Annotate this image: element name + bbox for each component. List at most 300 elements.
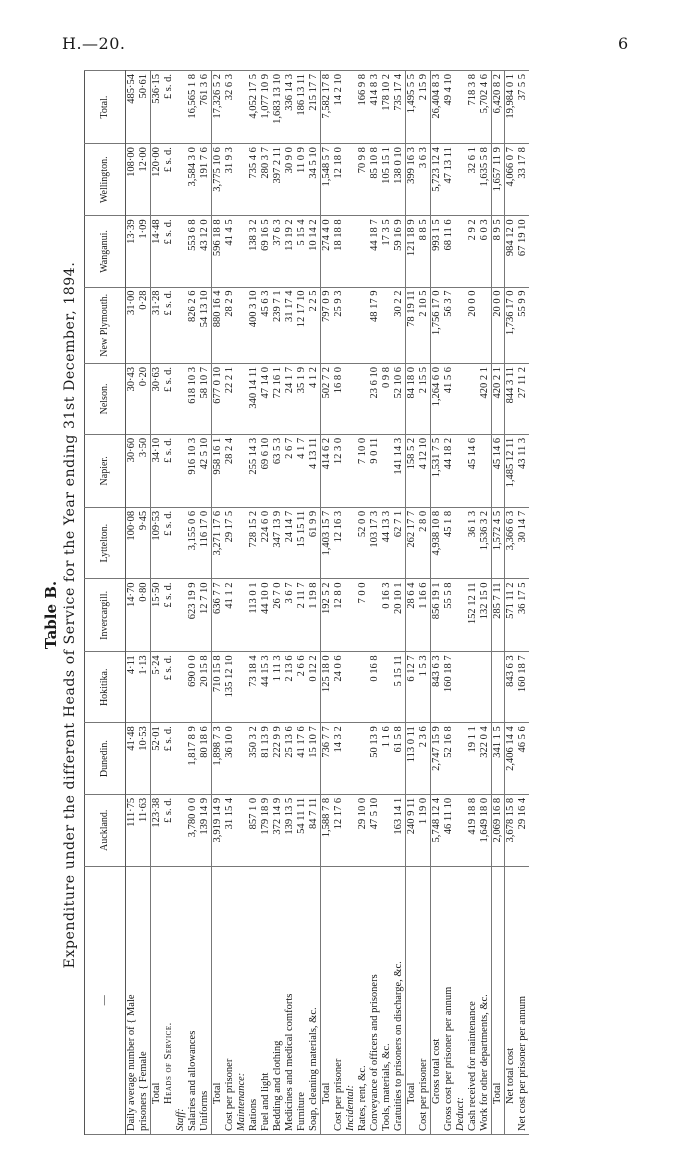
table-cell (345, 364, 357, 435)
table-cell: 30·60 (126, 434, 139, 507)
table-cell: 0·20 (138, 364, 151, 435)
table-cell (175, 144, 187, 216)
table-row (248, 71, 260, 1135)
table-cell: 285 7 11 (492, 579, 505, 652)
table-cell (175, 723, 187, 795)
table-cell (357, 723, 369, 795)
table-cell: 1 5 3 (418, 652, 431, 723)
table-cell: 0 9 8 (381, 364, 393, 435)
table-cell: 372 14 9 (272, 794, 284, 866)
table-row (151, 71, 164, 1135)
table-row (381, 71, 393, 1135)
table-row (138, 71, 151, 1135)
table-cell: 5,702 4 6 (479, 71, 492, 144)
table-cell: 1·09 (138, 216, 151, 287)
table-cell: 797 0 9 (321, 287, 334, 364)
table-cell: £ s. d. (163, 216, 175, 287)
table-cell: 20 0 0 (492, 287, 505, 364)
table-cell: £ s. d. (163, 507, 175, 579)
table-cell: 41 5 6 (443, 364, 455, 435)
row-label: Uniforms (199, 866, 212, 1134)
table-cell: 958 16 1 (212, 434, 225, 507)
table-cell (236, 364, 248, 435)
row-label: Cost per prisoner (333, 866, 345, 1134)
table-cell: 6 0 3 (479, 216, 492, 287)
table-cell: 32 6 3 (224, 71, 236, 144)
table-cell (381, 434, 393, 507)
report-code: H.—20. (62, 34, 126, 53)
table-cell: 347 13 9 (272, 507, 284, 579)
table-cell: 78 19 11 (406, 287, 419, 364)
table-cell (236, 71, 248, 144)
table-cell: 1,736 17 0 (505, 287, 518, 364)
table-cell: 186 13 11 (296, 71, 308, 144)
table-cell: 636 7 7 (212, 579, 225, 652)
table-cell (345, 794, 357, 866)
table-cell: 12 7 10 (199, 579, 212, 652)
row-label: Net cost per prisoner per annum (517, 866, 529, 1134)
table-cell: 1·13 (138, 652, 151, 723)
table-cell: 14 2 10 (333, 71, 345, 144)
table-cell (455, 723, 467, 795)
row-label: Cost per prisoner (418, 866, 431, 1134)
table-cell: 26 7 0 (272, 579, 284, 652)
table-cell: 166 9 8 (357, 71, 369, 144)
table-cell: 15 15 11 (296, 507, 308, 579)
table-cell (175, 434, 187, 507)
table-cell: 36 17 5 (517, 579, 529, 652)
row-label: Rations (248, 866, 260, 1134)
table-cell: 43 11 3 (517, 434, 529, 507)
table-cell: 55 5 8 (443, 579, 455, 652)
table-cell: 18 18 8 (333, 216, 345, 287)
table-cell: 72 16 1 (272, 364, 284, 435)
table-cell: 108·00 (126, 144, 139, 216)
table-cell: £ s. d. (163, 144, 175, 216)
table-cell: 11·63 (138, 794, 151, 866)
table-cell: 262 17 7 (406, 507, 419, 579)
row-label: Cash received for maintenance (467, 866, 479, 1134)
table-cell: 13·39 (126, 216, 139, 287)
table-cell: 121 18 9 (406, 216, 419, 287)
table-cell (345, 287, 357, 364)
table-row (505, 71, 518, 1135)
table-cell: 47 13 11 (443, 144, 455, 216)
table-cell: 34·10 (151, 434, 164, 507)
table-cell: 44 18 2 (443, 434, 455, 507)
row-label: Staff: (175, 866, 187, 1134)
row-label: Daily average number of { Male (126, 866, 139, 1134)
table-cell (369, 579, 381, 652)
table-cell: 141 14 3 (393, 434, 406, 507)
table-cell: 52 0 0 (357, 507, 369, 579)
table-row (517, 71, 529, 1135)
table-cell (236, 144, 248, 216)
table-cell (345, 652, 357, 723)
table-cell: 84 18 0 (406, 364, 419, 435)
table-cell: 993 1 5 (431, 216, 444, 287)
row-label: Fuel and light (260, 866, 272, 1134)
table-cell (381, 652, 393, 723)
page-number: 6 (618, 34, 629, 53)
row-label: Maintenance: (236, 866, 248, 1134)
row-label: prisoners { Female (138, 866, 151, 1134)
table-cell: 2 10 5 (418, 287, 431, 364)
row-label: Work for other departments, &c. (479, 866, 492, 1134)
table-cell: 139 14 9 (199, 794, 212, 866)
table-cell: 1,548 5 7 (321, 144, 334, 216)
table-cell: 843 6 3 (431, 652, 444, 723)
table-cell: 239 7 1 (272, 287, 284, 364)
table-cell: 1,403 15 7 (321, 507, 334, 579)
table-cell: 718 3 8 (467, 71, 479, 144)
table-cell: 29 17 5 (224, 507, 236, 579)
row-label: Heads of Service. (163, 866, 175, 1134)
table-cell: £ s. d. (163, 579, 175, 652)
table-cell: 735 4 6 (248, 144, 260, 216)
table-cell (381, 794, 393, 866)
table-cell: 240 9 11 (406, 794, 419, 866)
table-cell: 5·24 (151, 652, 164, 723)
table-cell: 48 17 9 (369, 287, 381, 364)
table-cell: 15 10 7 (308, 723, 321, 795)
table-row (455, 71, 467, 1135)
row-label: Total (151, 866, 164, 1134)
table-cell: 350 3 2 (248, 723, 260, 795)
table-cell: 163 14 1 (393, 794, 406, 866)
table-cell (455, 71, 467, 144)
table-cell: 728 15 2 (248, 507, 260, 579)
table-cell: 0 16 8 (369, 652, 381, 723)
table-cell: 47 5 10 (369, 794, 381, 866)
table-cell: 44 18 7 (369, 216, 381, 287)
table-cell: 222 9 9 (272, 723, 284, 795)
table-cell: 14·70 (126, 579, 139, 652)
table-cell: 880 16 4 (212, 287, 225, 364)
table-cell: 3,155 0 6 (187, 507, 199, 579)
table-cell: 280 3 7 (260, 144, 272, 216)
table-cell: 1,756 17 0 (431, 287, 444, 364)
column-header: Nelson. (85, 364, 126, 435)
table-cell: 85 10 8 (369, 144, 381, 216)
table-cell: 30 9 0 (284, 144, 296, 216)
table-cell: 2 13 6 (284, 652, 296, 723)
table-cell: 105 15 1 (381, 144, 393, 216)
table-row (431, 71, 444, 1135)
table-cell: 69 6 10 (260, 434, 272, 507)
column-header: Total. (85, 71, 126, 144)
table-cell: 24 1 7 (284, 364, 296, 435)
table-cell: 31 9 3 (224, 144, 236, 216)
table-cell: 397 2 11 (272, 144, 284, 216)
table-cell: 73 18 4 (248, 652, 260, 723)
table-cell: 843 6 3 (505, 652, 518, 723)
table-cell: 4 13 11 (308, 434, 321, 507)
table-cell (236, 216, 248, 287)
table-cell: 3,271 17 6 (212, 507, 225, 579)
table-cell: 12 17 10 (296, 287, 308, 364)
table-cell: 571 11 2 (505, 579, 518, 652)
table-cell (479, 287, 492, 364)
table-cell: 274 4 0 (321, 216, 334, 287)
table-cell: £ s. d. (163, 794, 175, 866)
table-cell: 399 16 3 (406, 144, 419, 216)
table-cell: 25 13 6 (284, 723, 296, 795)
table-cell: 9 0 11 (369, 434, 381, 507)
table-cell: 1,485 12 11 (505, 434, 518, 507)
table-cell: 41 4 5 (224, 216, 236, 287)
row-label: Bedding and clothing (272, 866, 284, 1134)
table-cell: 1,588 7 8 (321, 794, 334, 866)
table-cell: 138 0 10 (393, 144, 406, 216)
table-cell: 502 7 2 (321, 364, 334, 435)
table-cell: 0 16 3 (381, 579, 393, 652)
table-cell: £ s. d. (163, 723, 175, 795)
table-cell: 179 18 9 (260, 794, 272, 866)
table-cell: 59 16 9 (393, 216, 406, 287)
table-row (224, 71, 236, 1135)
table-row (467, 71, 479, 1135)
table-cell: 414 8 3 (369, 71, 381, 144)
table-cell: 81 13 9 (260, 723, 272, 795)
table-cell: 12 16 3 (333, 507, 345, 579)
table-cell: £ s. d. (163, 287, 175, 364)
row-label: Total (321, 866, 334, 1134)
row-label: Salaries and allowances (187, 866, 199, 1134)
table-row (175, 71, 187, 1135)
table-cell: 5,748 12 4 (431, 794, 444, 866)
row-label: Gratuities to prisoners on discharge, &c. (393, 866, 406, 1134)
row-label: Incidental: (345, 866, 357, 1134)
table-cell: 2 15 9 (418, 71, 431, 144)
table-cell: 44 13 3 (381, 507, 393, 579)
table-cell: 1,635 5 8 (479, 144, 492, 216)
table-cell: 553 6 8 (187, 216, 199, 287)
table-cell: 30·63 (151, 364, 164, 435)
table-cell: 1 16 6 (418, 579, 431, 652)
table-cell (455, 579, 467, 652)
table-cell: 63 5 3 (272, 434, 284, 507)
table-cell: 50·61 (138, 71, 151, 144)
table-cell: 3,678 15 8 (505, 794, 518, 866)
table-cell: 5 15 11 (393, 652, 406, 723)
table-cell: 12 8 0 (333, 579, 345, 652)
table-cell: 62 7 1 (393, 507, 406, 579)
table-cell: 37 6 3 (272, 216, 284, 287)
table-cell (345, 71, 357, 144)
table-cell: 125 18 0 (321, 652, 334, 723)
table-cell: 1,572 4 5 (492, 507, 505, 579)
table-row (418, 71, 431, 1135)
table-row (212, 71, 225, 1135)
table-cell: 341 1 5 (492, 723, 505, 795)
table-cell: 1 19 8 (308, 579, 321, 652)
table-cell: 84 7 11 (308, 794, 321, 866)
column-header: Hokitika. (85, 652, 126, 723)
table-cell: 54 13 10 (199, 287, 212, 364)
table-cell: 1,077 10 9 (260, 71, 272, 144)
column-header: Invercargill. (85, 579, 126, 652)
table-row (272, 71, 284, 1135)
table-cell (455, 652, 467, 723)
table-cell: 160 18 7 (517, 652, 529, 723)
table-cell: 123·38 (151, 794, 164, 866)
table-cell: 54 11 11 (296, 794, 308, 866)
table-cell: 1 1 6 (381, 723, 393, 795)
table-cell: 47 14 0 (260, 364, 272, 435)
table-cell: 3,780 0 0 (187, 794, 199, 866)
table-cell (175, 507, 187, 579)
table-cell (236, 507, 248, 579)
table-cell: 113 0 11 (406, 723, 419, 795)
table-cell: 419 18 8 (467, 794, 479, 866)
table-cell: 178 10 2 (381, 71, 393, 144)
table-cell: 45 14 6 (467, 434, 479, 507)
table-cell: 19 1 1 (467, 723, 479, 795)
table-cell: 36 10 0 (224, 723, 236, 795)
table-cell: 3 6 7 (284, 579, 296, 652)
table-cell: 8 9 5 (492, 216, 505, 287)
table-cell: 7 0 0 (357, 579, 369, 652)
table-cell: 336 14 3 (284, 71, 296, 144)
table-cell: 2 8 0 (418, 507, 431, 579)
table-cell: 2 2 5 (308, 287, 321, 364)
row-label: Total (406, 866, 419, 1134)
table-cell (175, 364, 187, 435)
table-cell: 0 12 2 (308, 652, 321, 723)
table-cell (357, 287, 369, 364)
table-cell: 31·28 (151, 287, 164, 364)
table-cell (175, 287, 187, 364)
table-cell: 36 1 3 (467, 507, 479, 579)
table-cell: 69 16 5 (260, 216, 272, 287)
table-cell: 56 3 7 (443, 287, 455, 364)
table-cell (455, 287, 467, 364)
table-row (393, 71, 406, 1135)
table-cell: 132 15 0 (479, 579, 492, 652)
table-cell: 19,984 0 1 (505, 71, 518, 144)
table-cell: 15·50 (151, 579, 164, 652)
table-cell: 735 17 4 (393, 71, 406, 144)
table-cell: 3,366 6 3 (505, 507, 518, 579)
table-cell (479, 652, 492, 723)
table-cell (357, 216, 369, 287)
table-cell: 31·00 (126, 287, 139, 364)
table-cell: 1,649 18 0 (479, 794, 492, 866)
table-row (479, 71, 492, 1135)
table-cell: 677 0 10 (212, 364, 225, 435)
table-cell: 68 11 6 (443, 216, 455, 287)
header-row (85, 71, 126, 1135)
table-cell: 160 18 7 (443, 652, 455, 723)
table-cell: 4 1 7 (296, 434, 308, 507)
table-cell: 138 3 2 (248, 216, 260, 287)
table-cell (455, 794, 467, 866)
table-row (236, 71, 248, 1135)
column-header: — (85, 866, 126, 1134)
table-cell: 34 5 10 (308, 144, 321, 216)
table-cell: 761 3 6 (199, 71, 212, 144)
row-label: Medicines and medical comforts (284, 866, 296, 1134)
column-header: Auckland. (85, 794, 126, 866)
table-cell: 4·11 (126, 652, 139, 723)
table-cell (357, 652, 369, 723)
table-cell: 1,536 3 2 (479, 507, 492, 579)
table-row (345, 71, 357, 1135)
table-cell (236, 434, 248, 507)
table-cell: 16 8 0 (333, 364, 345, 435)
row-label: Total (212, 866, 225, 1134)
table-cell: 116 17 0 (199, 507, 212, 579)
table-cell: 1 11 3 (272, 652, 284, 723)
table-cell: 28 2 4 (224, 434, 236, 507)
table-row (296, 71, 308, 1135)
table-cell: 55 9 9 (517, 287, 529, 364)
table-cell: 29 16 4 (517, 794, 529, 866)
table-cell: 420 2 1 (479, 364, 492, 435)
table-cell: 856 19 1 (431, 579, 444, 652)
table-cell: 2 6 7 (284, 434, 296, 507)
table-cell: 30 14 7 (517, 507, 529, 579)
row-label: Tools, materials, &c. (381, 866, 393, 1134)
table-cell (236, 579, 248, 652)
table-cell: £ s. d. (163, 364, 175, 435)
table-cell: £ s. d. (163, 434, 175, 507)
table-cell: 596 18 8 (212, 216, 225, 287)
table-cell: 10 14 2 (308, 216, 321, 287)
table-cell (455, 144, 467, 216)
table-cell (467, 652, 479, 723)
table-cell: 30 2 2 (393, 287, 406, 364)
table-cell: 16,565 1 8 (187, 71, 199, 144)
row-label: Cost per prisoner (224, 866, 236, 1134)
table-cell: 6 12 7 (406, 652, 419, 723)
table-body (126, 71, 530, 1135)
table-row (163, 71, 175, 1135)
table-cell: 8 8 5 (418, 216, 431, 287)
row-label: Gross cost per prisoner per annum (443, 866, 455, 1134)
table-cell (381, 287, 393, 364)
table-cell: 35 1 9 (296, 364, 308, 435)
table-row (308, 71, 321, 1135)
table-cell (357, 364, 369, 435)
table-cell: 11 0 9 (296, 144, 308, 216)
table-cell (455, 364, 467, 435)
table-cell: 1,898 7 3 (212, 723, 225, 795)
table-cell: 43 12 0 (199, 216, 212, 287)
table-cell: 100·08 (126, 507, 139, 579)
table-cell: 4,066 0 7 (505, 144, 518, 216)
row-label: Soap, cleaning materials, &c. (308, 866, 321, 1134)
table-cell: 28 2 9 (224, 287, 236, 364)
table-cell (175, 794, 187, 866)
table-cell: 690 0 0 (187, 652, 199, 723)
table-cell: 52 10 6 (393, 364, 406, 435)
table-cell: 45 14 6 (492, 434, 505, 507)
table-cell: 37 5 5 (517, 71, 529, 144)
table-cell: 2 9 2 (467, 216, 479, 287)
table-cell: 1,264 6 0 (431, 364, 444, 435)
table-cell: 52·01 (151, 723, 164, 795)
table-cell: 2,406 14 4 (505, 723, 518, 795)
table-cell: 12·00 (138, 144, 151, 216)
rotated-table-container (42, 70, 672, 1160)
table-cell: 111·75 (126, 794, 139, 866)
table-cell: 13 19 2 (284, 216, 296, 287)
table-cell (455, 216, 467, 287)
table-cell (455, 434, 467, 507)
table-cell: 1,531 7 5 (431, 434, 444, 507)
